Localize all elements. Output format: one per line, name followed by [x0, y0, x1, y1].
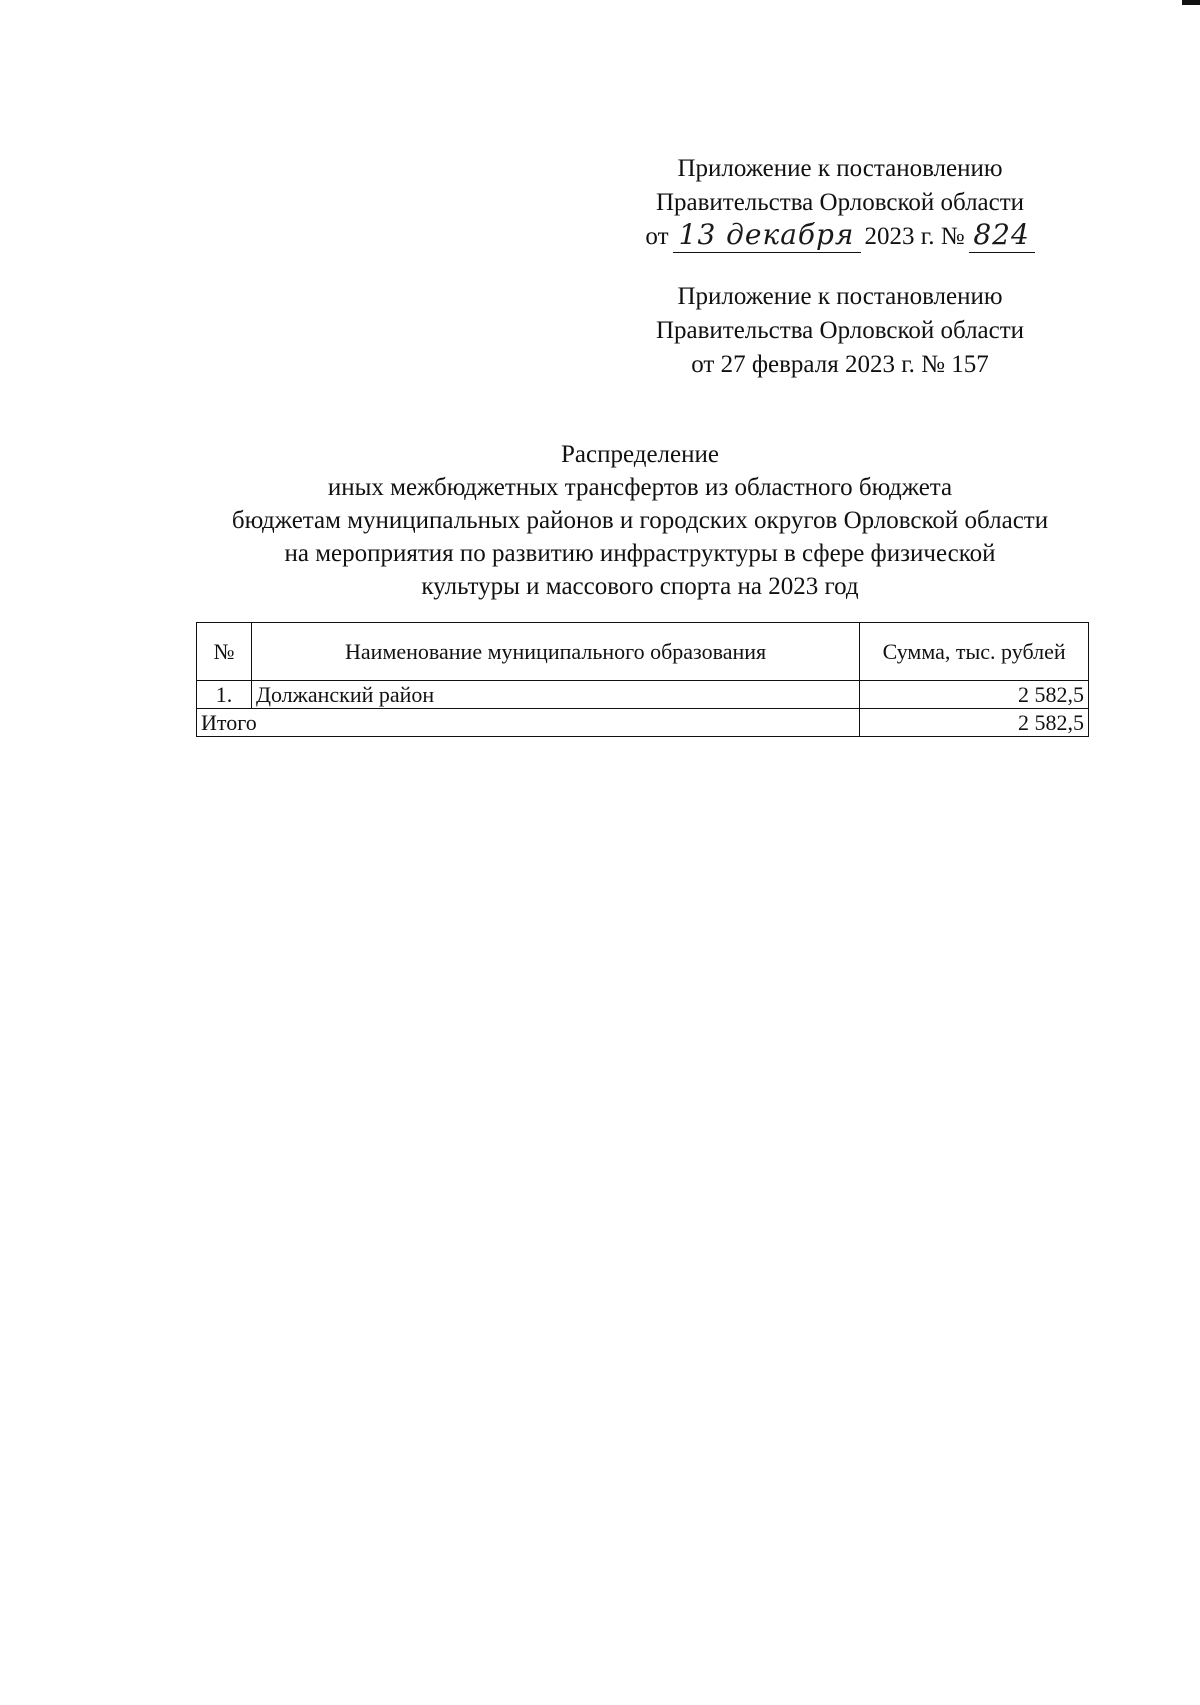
row-sum: 2 582,5 [860, 681, 1089, 709]
handwritten-number: 824 [969, 220, 1035, 253]
year-and-number-label: 2023 г. № [864, 223, 965, 250]
header-sum: Сумма, тыс. рублей [860, 623, 1089, 681]
original-approval-line-2: Правительства Орловской области [655, 317, 1025, 344]
title-line-2: иных межбюджетных трансфертов из областного бюджета [327, 474, 953, 501]
row-number: 1. [197, 681, 252, 709]
distribution-table [196, 622, 1089, 737]
date-prefix: от [645, 223, 669, 250]
scan-corner-mark [1182, 0, 1200, 5]
table-header-row [197, 623, 1089, 681]
approval-stamp-current [600, 152, 1080, 254]
row-name: Должанский район [251, 681, 859, 709]
approval-date-line [600, 220, 1080, 254]
approval-line-2: Правительства Орловской области [655, 189, 1025, 216]
total-label: Итого [197, 709, 860, 737]
original-approval-line-3: от 27 февраля 2023 г. № 157 [691, 351, 989, 378]
title-line-3: бюджетам муниципальных районов и городских округов Орловской области [231, 507, 1049, 534]
handwritten-date: 13 декабря [673, 220, 861, 253]
header-name: Наименование муниципального образования [251, 623, 859, 681]
original-approval-line-1: Приложение к постановлению [677, 283, 1003, 310]
title-line-5: культуры и массового спорта на 2023 год [421, 573, 859, 600]
header-number: № [197, 623, 252, 681]
approval-stamp-original [600, 280, 1080, 382]
table-row [197, 681, 1089, 709]
total-sum: 2 582,5 [860, 709, 1089, 737]
document-title [160, 438, 1120, 603]
approval-line-1: Приложение к постановлению [677, 155, 1003, 182]
table-total-row [197, 709, 1089, 737]
title-line-4: на мероприятия по развитию инфраструктуры в сфере физической [284, 540, 996, 567]
title-line-1: Распределение [561, 441, 719, 468]
